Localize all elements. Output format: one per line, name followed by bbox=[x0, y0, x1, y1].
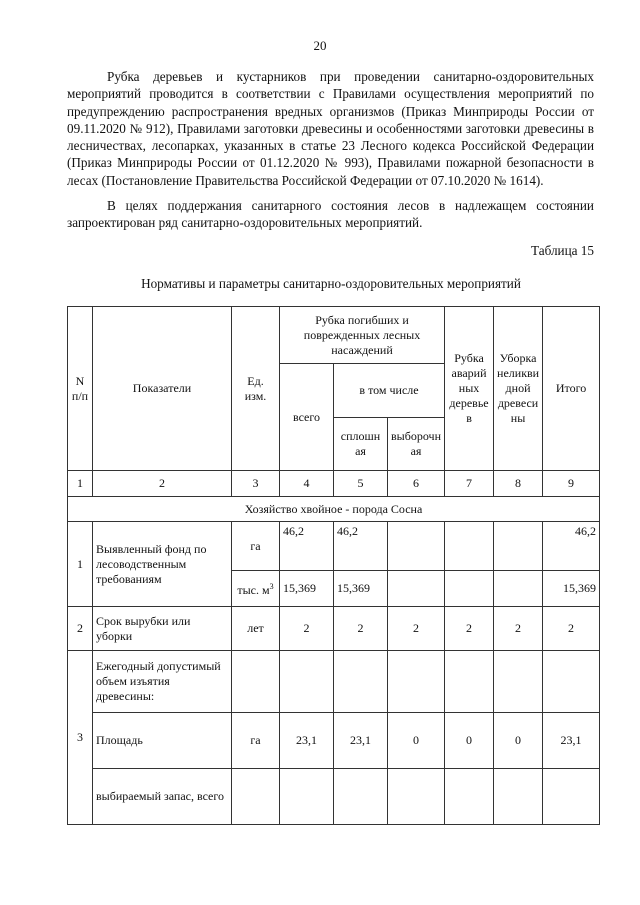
empty-cell bbox=[232, 769, 280, 825]
row-number: 3 bbox=[68, 651, 93, 825]
column-number: 4 bbox=[280, 471, 334, 497]
value-cell: 2 bbox=[388, 607, 445, 651]
empty-cell bbox=[280, 651, 334, 713]
header-felling-group: Рубка погибших и поврежденных лесных насаждений bbox=[280, 307, 445, 364]
column-number: 1 bbox=[68, 471, 93, 497]
header-emergency: Рубка аварий ных деревье в bbox=[445, 307, 494, 471]
row-label: Ежегодный допустимый объем изъятия древесины: bbox=[93, 651, 232, 713]
norms-table bbox=[67, 306, 600, 825]
table-row bbox=[68, 769, 600, 825]
empty-cell bbox=[494, 651, 543, 713]
empty-cell bbox=[232, 651, 280, 713]
row-number: 2 bbox=[68, 607, 93, 651]
table-title: Нормативы и параметры санитарно-оздоровительных мероприятий bbox=[141, 276, 521, 291]
value-cell: 0 bbox=[445, 713, 494, 769]
column-numbers-row bbox=[68, 471, 600, 497]
value-cell: 46,2 bbox=[334, 522, 388, 571]
section-title: Хозяйство хвойное - порода Сосна bbox=[68, 497, 600, 522]
row-number: 1 bbox=[68, 522, 93, 607]
empty-cell bbox=[445, 651, 494, 713]
column-number: 5 bbox=[334, 471, 388, 497]
value-cell: 46,2 bbox=[280, 522, 334, 571]
value-cell: 15,369 bbox=[543, 571, 600, 607]
column-number: 6 bbox=[388, 471, 445, 497]
value-cell: 2 bbox=[445, 607, 494, 651]
unit-cell: га bbox=[232, 713, 280, 769]
row-label: Срок вырубки или уборки bbox=[93, 607, 232, 651]
empty-cell bbox=[445, 571, 494, 607]
header-sum: Итого bbox=[543, 307, 600, 471]
value-cell: 2 bbox=[494, 607, 543, 651]
value-cell: 15,369 bbox=[334, 571, 388, 607]
paragraph-legal-basis: Рубка деревьев и кустарников при проведении санитарно-оздоровительных мероприятий проводится в соответствии с Правилами осуществления мероприятий по предупреждению распространения вредных организмов (Приказ Минприроды России от 09.11.2020 № 912), Правилами заготовки древесины и особенностями заготовки древесины в лесничествах, лесопарках, указанных в статье 23 Лесного кодекса Российской Федерации (Приказ Минприроды России от 01.12.2020 № 993), Правилами пожарной безопасности в лесах (Постановление Правительства Российской Федерации от 07.10.2020 № 1614). bbox=[67, 69, 594, 188]
unit-cell: га bbox=[232, 522, 280, 571]
table-row bbox=[68, 522, 600, 571]
header-unit: Ед. изм. bbox=[232, 307, 280, 471]
table-label: Таблица 15 bbox=[531, 243, 594, 258]
row-label: Площадь bbox=[93, 713, 232, 769]
header-indicator: Показатели bbox=[93, 307, 232, 471]
value-cell: 2 bbox=[543, 607, 600, 651]
table-row bbox=[68, 713, 600, 769]
empty-cell bbox=[494, 769, 543, 825]
header-clear: сплошн ая bbox=[334, 418, 388, 471]
empty-cell bbox=[543, 651, 600, 713]
empty-cell bbox=[388, 571, 445, 607]
table-row bbox=[68, 607, 600, 651]
value-cell: 0 bbox=[388, 713, 445, 769]
header-num: N п/п bbox=[68, 307, 93, 471]
value-cell: 2 bbox=[280, 607, 334, 651]
empty-cell bbox=[388, 651, 445, 713]
page-number: 20 bbox=[313, 38, 327, 53]
unit-cell: тыс. $м^3$ bbox=[232, 571, 280, 607]
empty-cell bbox=[334, 769, 388, 825]
value-cell: 2 bbox=[334, 607, 388, 651]
empty-cell bbox=[388, 522, 445, 571]
paragraph-purpose: В целях поддержания санитарного состояния лесов в надлежащем состоянии запроектирован ряд санитарно-оздоровительных мероприятий. bbox=[67, 198, 594, 231]
row-label: выбираемый запас, всего bbox=[93, 769, 232, 825]
header-total: всего bbox=[280, 364, 334, 471]
row-label: Выявленный фонд по лесоводственным требованиям bbox=[93, 522, 232, 607]
header-including: в том числе bbox=[334, 364, 445, 418]
column-number: 7 bbox=[445, 471, 494, 497]
value-cell: 0 bbox=[494, 713, 543, 769]
value-cell: 15,369 bbox=[280, 571, 334, 607]
empty-cell bbox=[280, 769, 334, 825]
empty-cell bbox=[543, 769, 600, 825]
empty-cell bbox=[445, 522, 494, 571]
empty-cell bbox=[494, 571, 543, 607]
header-row-1 bbox=[68, 307, 600, 364]
column-number: 3 bbox=[232, 471, 280, 497]
value-cell: 23,1 bbox=[334, 713, 388, 769]
header-cleanup: Уборка неликви дной древеси ны bbox=[494, 307, 543, 471]
column-number: 8 bbox=[494, 471, 543, 497]
header-selective: выборочн ая bbox=[388, 418, 445, 471]
empty-cell bbox=[494, 522, 543, 571]
empty-cell bbox=[445, 769, 494, 825]
value-cell: 23,1 bbox=[543, 713, 600, 769]
section-row bbox=[68, 497, 600, 522]
value-cell: 23,1 bbox=[280, 713, 334, 769]
column-number: 2 bbox=[93, 471, 232, 497]
column-number: 9 bbox=[543, 471, 600, 497]
empty-cell bbox=[334, 651, 388, 713]
table-row bbox=[68, 651, 600, 713]
empty-cell bbox=[388, 769, 445, 825]
unit-cell: лет bbox=[232, 607, 280, 651]
value-cell: 46,2 bbox=[543, 522, 600, 571]
